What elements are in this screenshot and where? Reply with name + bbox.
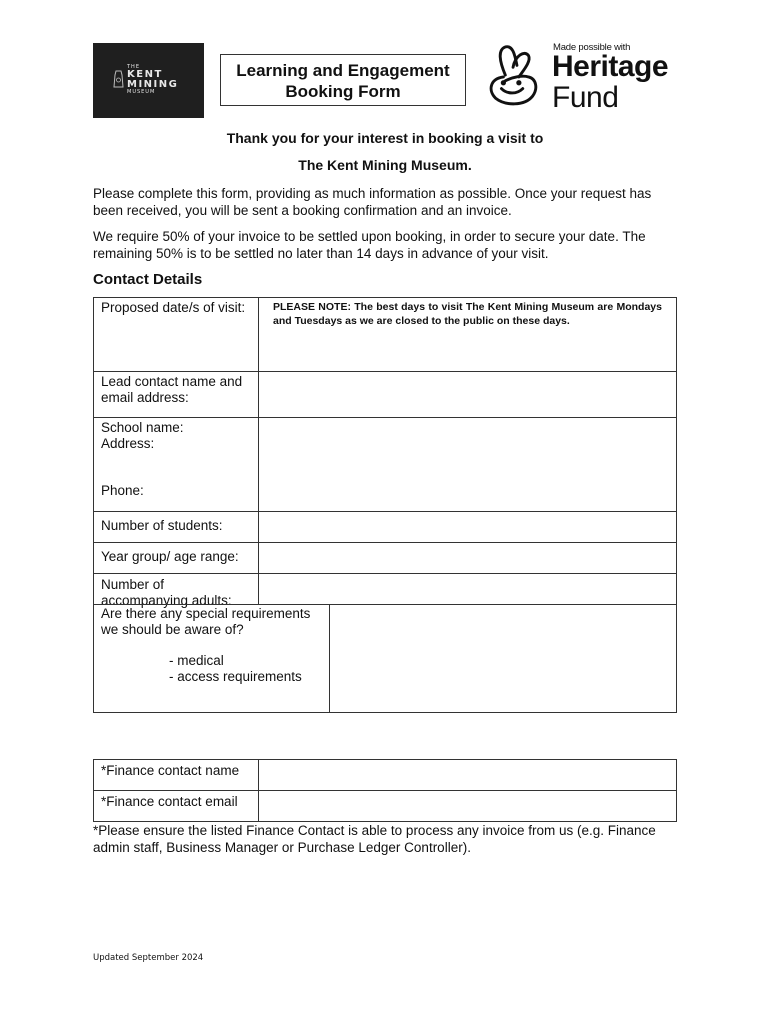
kent-logo-text — [127, 65, 178, 95]
lead-contact-label: Lead contact name and email address: — [101, 374, 243, 405]
date-label-cell — [93, 297, 259, 372]
intro-paragraph-1: Please complete this form, providing as much information as possible. Once your request has been received, you will be sent a booking confirmation and an invoice. — [93, 186, 652, 218]
date-field[interactable] — [258, 297, 677, 372]
logo-mining: MINING — [127, 79, 179, 90]
heritage-fund-logo — [484, 40, 679, 112]
lead-contact-field[interactable] — [258, 371, 677, 418]
finance-email-label-cell — [93, 790, 259, 822]
year-group-field[interactable] — [258, 542, 677, 574]
students-field[interactable] — [258, 511, 677, 543]
thanks-heading: Thank you for your interest in booking a visit to — [226, 130, 544, 146]
address-label: Address: — [101, 436, 155, 451]
adults-label-cell — [93, 573, 259, 608]
school-field[interactable] — [258, 417, 677, 512]
special-requirements-field[interactable] — [329, 604, 677, 713]
fund-word: Fund — [552, 81, 619, 114]
students-label-cell — [93, 511, 259, 543]
finance-name-label: *Finance contact name — [101, 763, 240, 778]
special-label-cell — [93, 604, 330, 713]
school-name-label: School name: — [101, 420, 184, 435]
intro-paragraph-2: We require 50% of your invoice to be settled upon booking, in order to secure your date. The remaining 50% is to be settled no later than 14 days in advance of your visit. — [93, 229, 646, 261]
special-item-access: - access requirements — [169, 669, 302, 684]
updated-date: Updated September 2024 — [93, 953, 204, 963]
made-possible-text: Made possible with — [553, 42, 631, 53]
heritage-word: Heritage — [552, 50, 669, 83]
finance-email-label: *Finance contact email — [101, 794, 238, 809]
form-title-line1: Learning and Engagement — [236, 61, 450, 80]
logo-kent: KENT — [127, 69, 163, 80]
school-label-cell — [93, 417, 259, 512]
special-requirements-label: Are there any special requirements we should be aware of? — [101, 606, 311, 637]
finance-email-field[interactable] — [258, 790, 677, 822]
phone-label: Phone: — [101, 483, 144, 498]
miners-lamp-icon — [113, 69, 124, 89]
date-label: Proposed date/s of visit: — [101, 300, 246, 315]
form-title — [220, 54, 466, 106]
form-title-line2: Booking Form — [285, 82, 401, 101]
museum-heading: The Kent Mining Museum. — [298, 157, 472, 173]
finance-name-label-cell — [93, 759, 259, 791]
students-label: Number of students: — [101, 518, 223, 533]
adults-field[interactable] — [258, 573, 677, 605]
lead-contact-label-cell — [93, 371, 259, 418]
kent-mining-museum-logo — [93, 43, 204, 118]
crossed-fingers-icon — [484, 42, 546, 110]
logo-the: THE — [127, 64, 140, 70]
adults-label: Number of accompanying adults: — [101, 577, 232, 608]
finance-footnote: *Please ensure the listed Finance Contact is able to process any invoice from us (e.g. Finance admin staff, Business Manager or Purchase Ledger Controller). — [93, 823, 656, 855]
contact-details-heading: Contact Details — [93, 271, 203, 288]
date-note: PLEASE NOTE: The best days to visit The Kent Mining Museum are Mondays and Tuesdays as we are closed to the public on these days. — [273, 301, 662, 327]
finance-name-field[interactable] — [258, 759, 677, 791]
special-item-medical: - medical — [169, 653, 224, 668]
year-group-label: Year group/ age range: — [101, 549, 239, 564]
logo-museum: MUSEUM — [127, 89, 156, 95]
year-group-label-cell — [93, 542, 259, 574]
